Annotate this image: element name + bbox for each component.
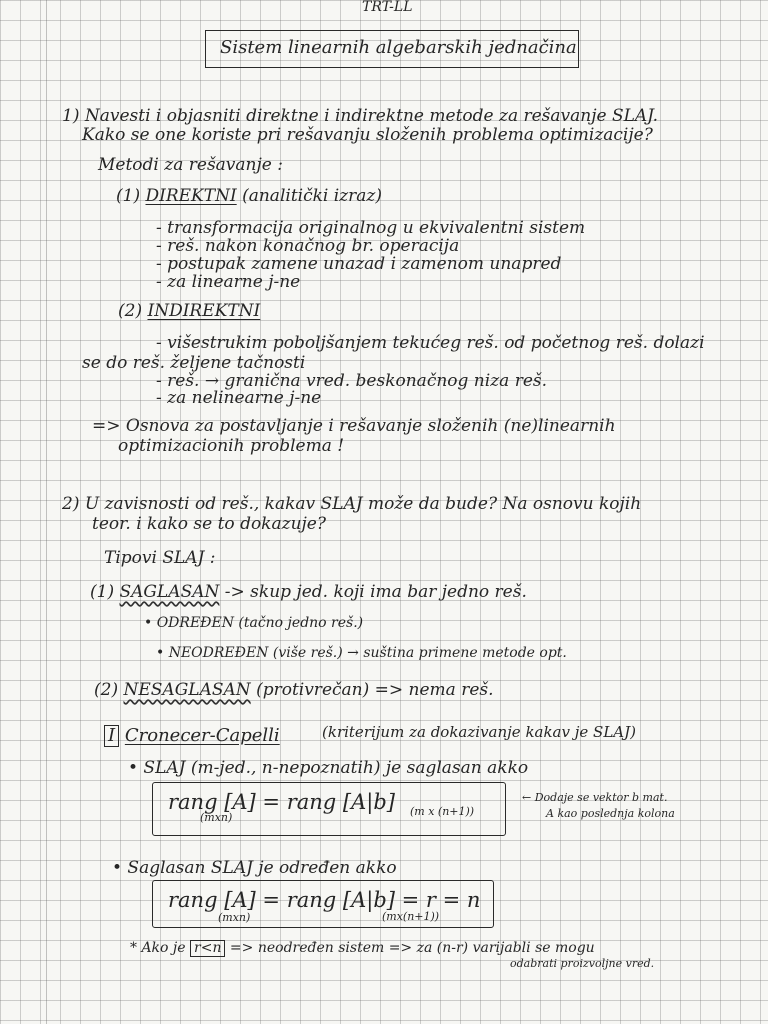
formula2: rang [A] = rang [A|b] = r = n bbox=[168, 888, 481, 912]
q2-theorem-line bbox=[104, 725, 280, 747]
q1-direct-item-2: - reš. nakon konačnog br. operacija bbox=[156, 236, 460, 256]
side-note-line-2: A kao poslednja kolona bbox=[546, 807, 675, 820]
q2-consistent-label: SAGLASAN bbox=[119, 582, 220, 602]
q1-methods-heading: Metodi za rešavanje : bbox=[98, 155, 283, 175]
q2-inconsistent-line bbox=[94, 682, 494, 699]
q2-line-1: 2) U zavisnosti od reš., kakav SLAJ može da bude? Na osnovu kojih bbox=[62, 494, 642, 514]
page-header: TRT-LL bbox=[362, 0, 413, 15]
q2-types-heading: Tipovi SLAJ : bbox=[104, 548, 216, 568]
q2-determined: • ODREĐEN (tačno jedno reš.) bbox=[144, 615, 364, 631]
formula1: rang [A] = rang [A|b] bbox=[168, 790, 395, 814]
q1-indirect-label: INDIREKTNI bbox=[147, 301, 261, 321]
q1-line-2: Kako se one koriste pri rešavanju složenih problema optimizacije? bbox=[82, 125, 653, 145]
side-note-line-1: ← Dodaje se vektor b mat. bbox=[522, 791, 668, 804]
q1-conclusion-line-2: optimizacionih problema ! bbox=[118, 436, 345, 456]
formula2-sub-right: (mx(n+1)) bbox=[382, 910, 440, 923]
q1-indirect-heading bbox=[118, 303, 260, 320]
footnote-rest: => neodređen sistem => za (n-r) varijabli se mogu bbox=[229, 940, 595, 956]
q1-direct-label: DIREKTNI bbox=[145, 186, 237, 206]
q1-indirect-item-2: se do reš. željene tačnosti bbox=[82, 353, 306, 373]
q2-inconsistent-label: NESAGLASAN bbox=[123, 680, 251, 700]
q2-undetermined: • NEODREĐEN (više reš.) → suština primene metode opt. bbox=[156, 645, 567, 661]
formula1-sub-left: (mxn) bbox=[200, 811, 233, 824]
q2-theorem-desc: (kriterijum za dokazivanje kakav je SLAJ) bbox=[322, 723, 636, 741]
q1-direct-item-4: - za linearne j-ne bbox=[156, 272, 301, 292]
formula2-sub-left: (mxn) bbox=[218, 911, 251, 924]
q2-consistent-num: (1) bbox=[90, 582, 115, 602]
q2-consistent-desc: -> skup jed. koji ima bar jedno reš. bbox=[224, 582, 527, 602]
footnote-boxed: r<n bbox=[190, 940, 225, 957]
q2-line-2: teor. i kako se to dokazuje? bbox=[92, 514, 326, 534]
footnote-line-1 bbox=[130, 940, 595, 957]
q1-direct-item-3: - postupak zamene unazad i zamenom unapred bbox=[156, 254, 562, 274]
q2-inconsistent-num: (2) bbox=[94, 680, 119, 700]
q1-direct-heading bbox=[116, 188, 382, 205]
q2-theorem-name: Cronecer-Capelli bbox=[124, 725, 280, 746]
q2-inconsistent-desc: (protivrečan) => nema reš. bbox=[256, 680, 494, 700]
q1-direct-num: (1) bbox=[116, 186, 141, 206]
q2-consistent-line bbox=[90, 584, 527, 601]
q1-line-1: 1) Navesti i objasniti direktne i indirektne metode za rešavanje SLAJ. bbox=[62, 106, 659, 126]
page-title: Sistem linearnih algebarskih jednačina bbox=[220, 37, 577, 58]
q1-conclusion-line-1: => Osnova za postavljanje i rešavanje složenih (ne)linearnih bbox=[92, 416, 616, 436]
footnote-prefix: * Ako je bbox=[130, 940, 186, 956]
q1-direct-item-1: - transformacija originalnog u ekvivalentni sistem bbox=[156, 218, 586, 238]
q1-indirect-item-4: - za nelinearne j-ne bbox=[156, 388, 322, 408]
q1-indirect-num: (2) bbox=[118, 301, 143, 321]
q1-indirect-item-3: - reš. → granična vred. beskonačnog niza reš. bbox=[156, 371, 548, 391]
q1-direct-note: (analitički izraz) bbox=[242, 186, 382, 206]
formula1-sub-right: (m x (n+1)) bbox=[410, 805, 475, 818]
page-margin-line bbox=[46, 0, 47, 1024]
q2-theorem-num-box: I bbox=[104, 725, 119, 747]
footnote-line-2: odabrati proizvoljne vred. bbox=[510, 957, 655, 970]
q2-determined-line: • Saglasan SLAJ je određen akko bbox=[112, 858, 397, 878]
q1-indirect-item-1: - višestrukim poboljšanjem tekućeg reš. od početnog reš. dolazi bbox=[156, 333, 705, 353]
q2-slaj-line: • SLAJ (m-jed., n-nepoznatih) je saglasan akko bbox=[128, 758, 529, 778]
